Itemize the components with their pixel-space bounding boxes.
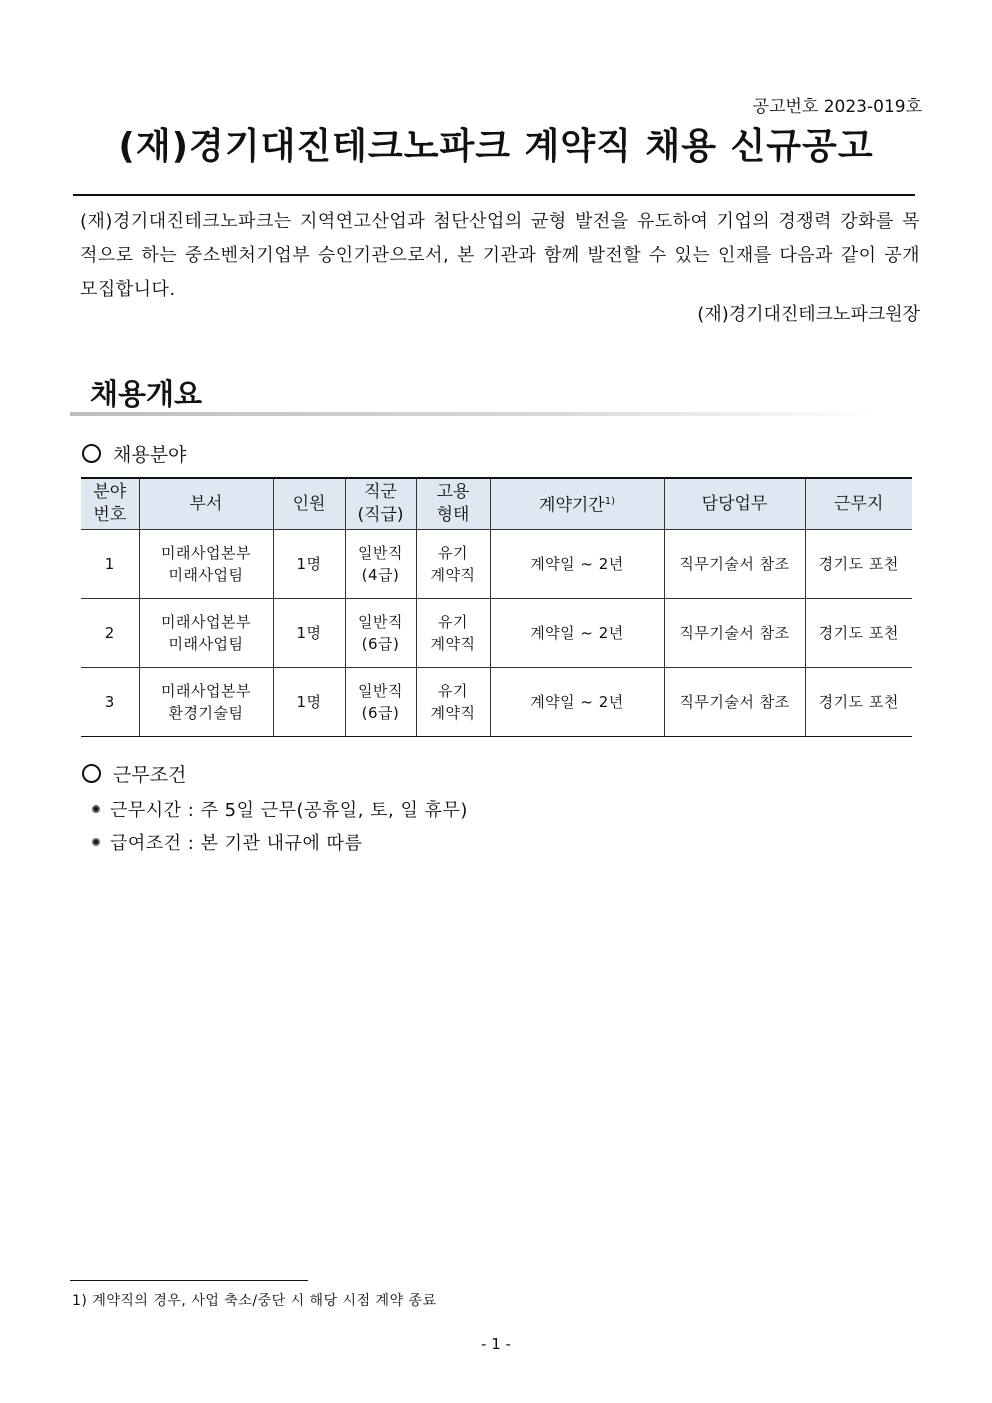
cell-type: 유기 계약직 xyxy=(416,668,490,737)
cell-grade: 일반직 (4급) xyxy=(345,530,416,599)
recruit-table xyxy=(81,477,912,737)
cell-dept: 미래사업본부 환경기술팀 xyxy=(139,668,273,737)
cell-period: 계약일 ~ 2년 xyxy=(490,668,664,737)
conditions-heading xyxy=(82,760,186,787)
page-title: (재)경기대진테크노파크 계약직 채용 신규공고 xyxy=(118,126,874,167)
footnote-ref: 1) xyxy=(604,496,615,508)
list-item-text: 근무시간 : 주 5일 근무(공휴일, 토, 일 휴무) xyxy=(110,799,468,821)
recruit-field-heading xyxy=(82,440,186,467)
intro-paragraph: (재)경기대진테크노파크는 지역연고산업과 첨단산업의 균형 발전을 유도하여 기업의 경쟁력 강화를 목적으로 하는 중소벤처기업부 승인기관으로서, 본 기관과 함께 발전할 수 있는 인재를 다음과 같이 공개 모집합니다. xyxy=(80,211,920,300)
circle-bullet-icon xyxy=(82,764,101,783)
list-item-text: 급여조건 : 본 기관 내규에 따름 xyxy=(110,832,363,854)
section-title: 채용개요 xyxy=(90,377,203,411)
table-row xyxy=(81,530,912,599)
cell-no: 1 xyxy=(81,530,139,599)
table-row xyxy=(81,599,912,668)
cell-no: 3 xyxy=(81,668,139,737)
signer-name: (재)경기대진테크노파크원장 xyxy=(697,304,920,325)
cell-headcount: 1명 xyxy=(273,599,345,668)
cell-grade: 일반직 (6급) xyxy=(345,599,416,668)
cell-headcount: 1명 xyxy=(273,668,345,737)
table-header-row xyxy=(81,478,912,530)
cell-grade: 일반직 (6급) xyxy=(345,668,416,737)
cell-type: 유기 계약직 xyxy=(416,599,490,668)
title-divider xyxy=(73,194,915,196)
list-item xyxy=(92,792,468,825)
col-header-period: 계약기간$^{1)}$ xyxy=(490,478,664,530)
list-item xyxy=(92,825,468,858)
cell-type: 유기 계약직 xyxy=(416,530,490,599)
cell-period: 계약일 ~ 2년 xyxy=(490,599,664,668)
col-header-type: 고용 형태 xyxy=(416,478,490,530)
col-header-duty: 담당업무 xyxy=(664,478,805,530)
cell-location: 경기도 포천 xyxy=(805,668,912,737)
col-header-location: 근무지 xyxy=(805,478,912,530)
col-header-headcount: 인원 xyxy=(273,478,345,530)
notice-number: 공고번호 2023-019호 xyxy=(752,97,922,117)
circle-bullet-icon xyxy=(82,444,101,463)
cell-duty: 직무기술서 참조 xyxy=(664,530,805,599)
col-header-no: 분야 번호 xyxy=(81,478,139,530)
col-header-grade: 직군 (직급) xyxy=(345,478,416,530)
cell-dept: 미래사업본부 미래사업팀 xyxy=(139,599,273,668)
cell-headcount: 1명 xyxy=(273,530,345,599)
cell-duty: 직무기술서 참조 xyxy=(664,668,805,737)
recruit-field-heading-label: 채용분야 xyxy=(113,444,187,466)
cell-location: 경기도 포천 xyxy=(805,599,912,668)
cell-no: 2 xyxy=(81,599,139,668)
bullet-dot-icon xyxy=(92,805,100,813)
bullet-dot-icon xyxy=(92,838,100,846)
cell-duty: 직무기술서 참조 xyxy=(664,599,805,668)
page-number: - 1 - xyxy=(481,1335,511,1353)
cell-period: 계약일 ~ 2년 xyxy=(490,530,664,599)
cell-dept: 미래사업본부 미래사업팀 xyxy=(139,530,273,599)
section-divider xyxy=(70,412,880,416)
footnote-divider xyxy=(70,1280,308,1281)
footnote: 1) 계약직의 경우, 사업 축소/중단 시 해당 시점 계약 종료 xyxy=(72,1293,437,1309)
table-row xyxy=(81,668,912,737)
conditions-list xyxy=(92,792,468,858)
cell-location: 경기도 포천 xyxy=(805,530,912,599)
col-header-dept: 부서 xyxy=(139,478,273,530)
conditions-heading-label: 근무조건 xyxy=(113,764,187,786)
